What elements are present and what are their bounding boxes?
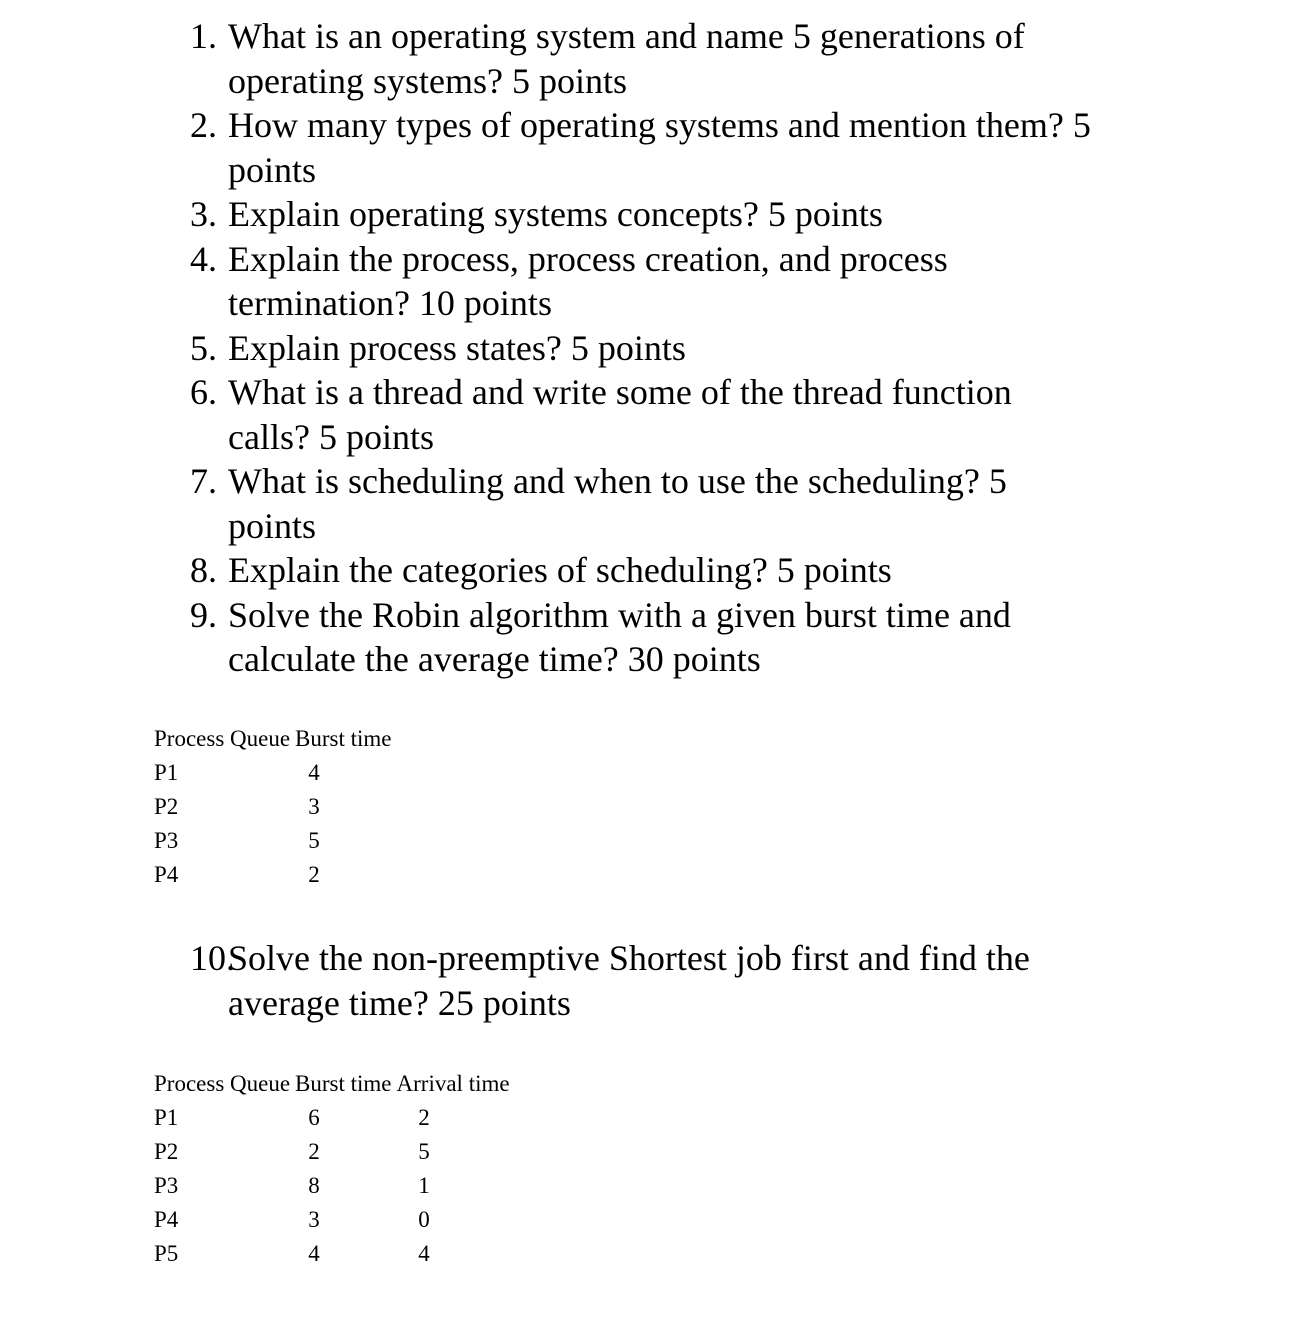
question-text: Explain operating systems concepts? 5 points <box>228 194 883 234</box>
header-burst-time: Burst time <box>295 726 392 751</box>
arrival-cell: 5 <box>418 1139 430 1164</box>
table-row <box>154 858 392 892</box>
table-row <box>154 1135 510 1169</box>
question-text: Solve the Robin algorithm with a given burst time and calculate the average time? 30 points <box>228 594 1011 679</box>
question-number: 6. <box>190 372 217 412</box>
question-list <box>190 14 1150 682</box>
question-text: How many types of operating systems and mention them? 5 points <box>228 105 1091 190</box>
question-item <box>190 103 1150 192</box>
question-item <box>190 459 1150 548</box>
question-text: What is scheduling and when to use the scheduling? 5 points <box>228 461 1007 546</box>
header-burst-time: Burst time <box>295 1071 392 1096</box>
table-row <box>154 790 392 824</box>
question-number: 3. <box>190 194 217 234</box>
header-arrival-time: Arrival time <box>396 1071 510 1096</box>
sjf-table <box>154 1067 510 1271</box>
question-text: What is an operating system and name 5 generations of operating systems? 5 points <box>228 16 1025 101</box>
burst-cell: 4 <box>308 1241 320 1266</box>
question-item <box>190 14 1150 103</box>
question-item-10 <box>190 936 1150 1025</box>
burst-time-table <box>154 722 392 892</box>
process-cell: P1 <box>154 760 179 785</box>
question-text: What is a thread and write some of the thread function calls? 5 points <box>228 372 1012 457</box>
header-process-queue: Process Queue <box>154 726 291 751</box>
process-cell: P2 <box>154 1139 179 1164</box>
question-number: 8. <box>190 550 217 590</box>
process-cell: P5 <box>154 1241 179 1266</box>
table-row <box>154 1237 510 1271</box>
burst-cell: 3 <box>308 794 320 819</box>
table-row <box>154 1203 510 1237</box>
burst-cell: 8 <box>308 1173 320 1198</box>
question-item <box>190 370 1150 459</box>
burst-cell: 2 <box>308 862 320 887</box>
question-number: 10. <box>190 938 235 978</box>
question-text: Explain the categories of scheduling? 5 points <box>228 550 892 590</box>
burst-cell: 5 <box>308 828 320 853</box>
process-cell: P4 <box>154 862 179 887</box>
burst-cell: 6 <box>308 1105 320 1130</box>
table-header-row <box>154 722 392 756</box>
table-row <box>154 1169 510 1203</box>
question-item <box>190 192 1150 237</box>
table-row <box>154 1101 510 1135</box>
arrival-cell: 0 <box>418 1207 430 1232</box>
question-text: Solve the non-preemptive Shortest job first and find the average time? 25 points <box>228 938 1030 1023</box>
arrival-cell: 1 <box>418 1173 430 1198</box>
question-item <box>190 548 1150 593</box>
process-cell: P3 <box>154 1173 179 1198</box>
question-number: 1. <box>190 16 217 56</box>
table-row <box>154 824 392 858</box>
table-row <box>154 756 392 790</box>
header-process-queue: Process Queue <box>154 1071 291 1096</box>
process-cell: P1 <box>154 1105 179 1130</box>
process-cell: P4 <box>154 1207 179 1232</box>
process-cell: P3 <box>154 828 179 853</box>
burst-cell: 3 <box>308 1207 320 1232</box>
question-text: Explain process states? 5 points <box>228 327 686 368</box>
burst-cell: 2 <box>308 1139 320 1164</box>
question-number: 4. <box>190 238 217 279</box>
arrival-cell: 4 <box>418 1241 430 1266</box>
question-item <box>190 593 1150 682</box>
question-item <box>190 237 1150 326</box>
question-item <box>190 326 1150 371</box>
question-number: 9. <box>190 594 217 635</box>
table-header-row <box>154 1067 510 1101</box>
arrival-cell: 2 <box>418 1105 430 1130</box>
burst-cell: 4 <box>308 760 320 785</box>
question-number: 5. <box>190 327 217 368</box>
process-cell: P2 <box>154 794 179 819</box>
question-number: 2. <box>190 105 217 145</box>
question-text: Explain the process, process creation, and process termination? 10 points <box>228 238 948 323</box>
question-number: 7. <box>190 461 217 501</box>
